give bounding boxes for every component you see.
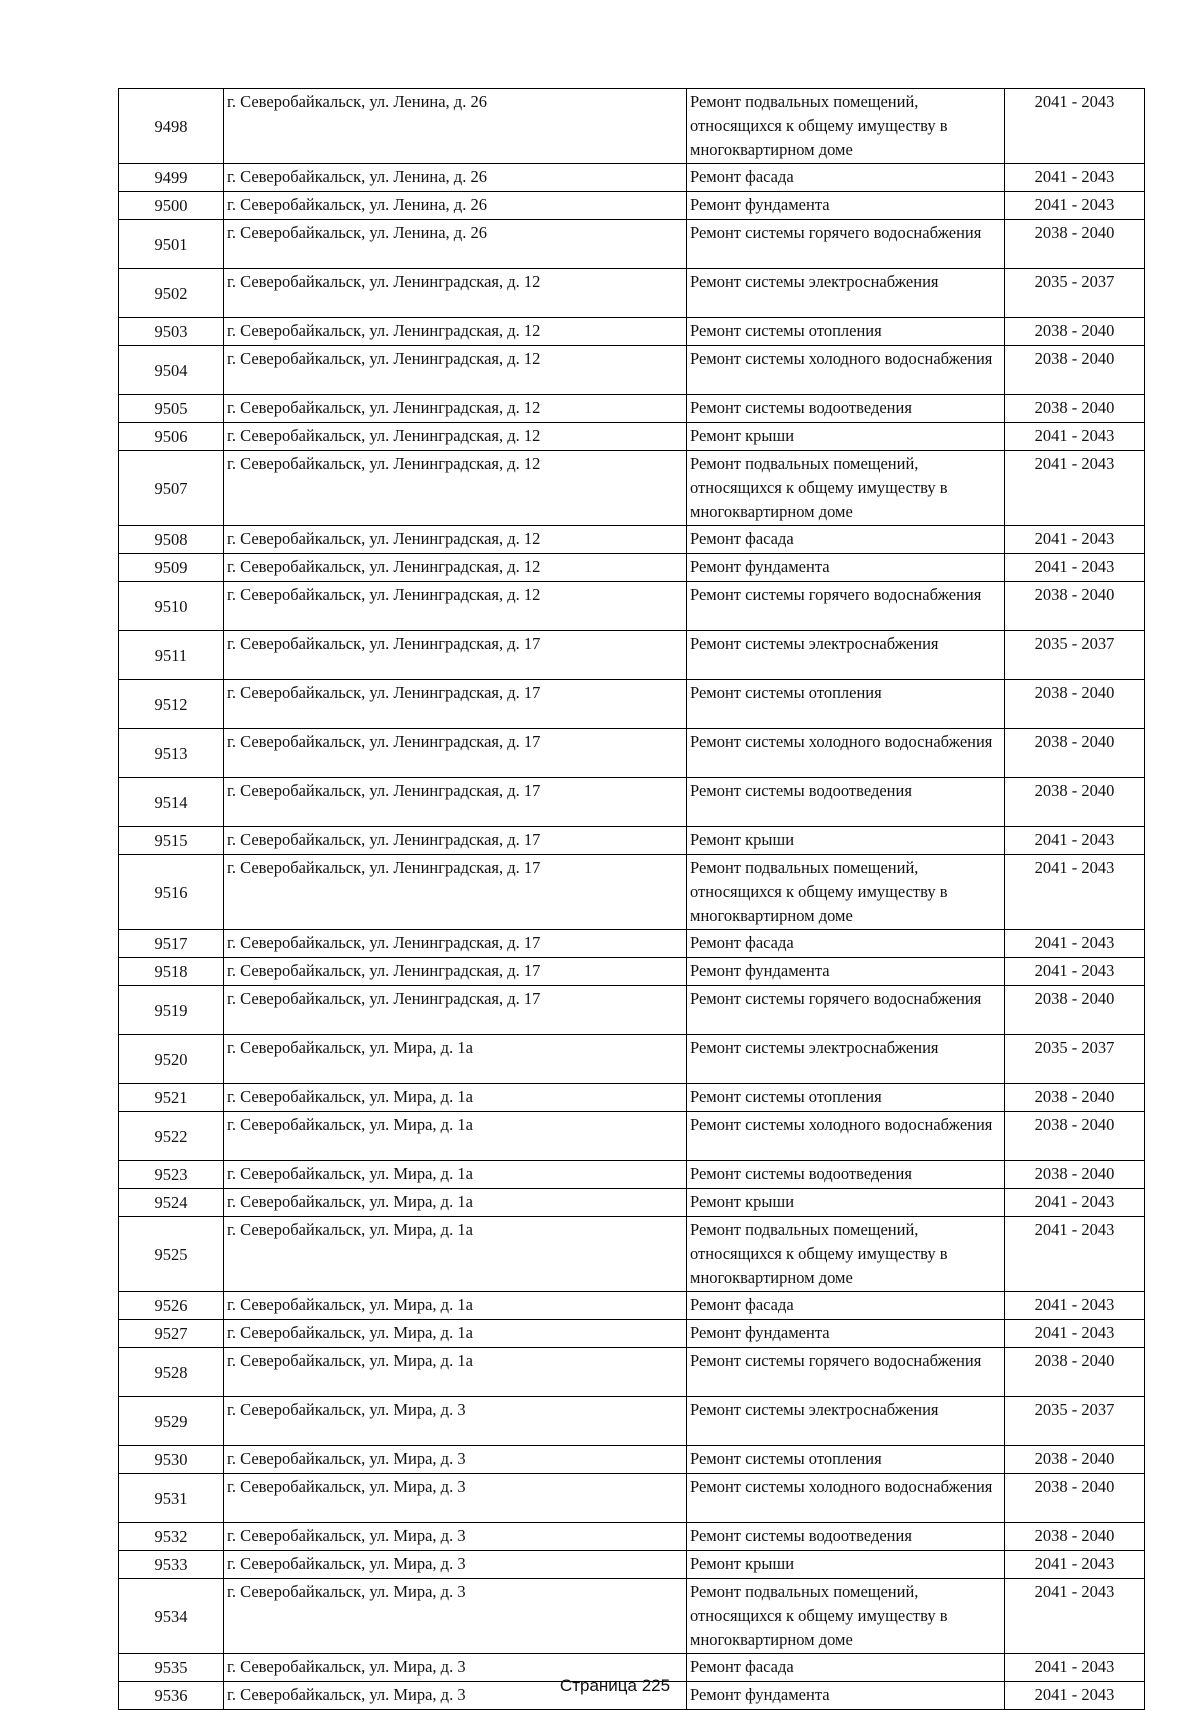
table-row xyxy=(119,855,1145,930)
row-number-cell: 9527 xyxy=(119,1320,224,1348)
row-number-cell: 9502 xyxy=(119,269,224,318)
period-cell: 2041 - 2043 xyxy=(1005,1579,1145,1654)
period-cell: 2038 - 2040 xyxy=(1005,1348,1145,1397)
period-cell: 2038 - 2040 xyxy=(1005,778,1145,827)
row-number-cell: 9503 xyxy=(119,318,224,346)
row-number-cell: 9523 xyxy=(119,1161,224,1189)
table-row xyxy=(119,164,1145,192)
table-row xyxy=(119,1112,1145,1161)
address-cell: г. Северобайкальск, ул. Ленинградская, д. 12 xyxy=(224,423,687,451)
work-type-cell: Ремонт фасада xyxy=(687,930,1005,958)
table-row xyxy=(119,827,1145,855)
row-number-cell: 9525 xyxy=(119,1217,224,1292)
address-cell: г. Северобайкальск, ул. Ленинградская, д. 12 xyxy=(224,269,687,318)
work-type-cell: Ремонт системы водоотведения xyxy=(687,395,1005,423)
address-cell: г. Северобайкальск, ул. Ленинградская, д. 12 xyxy=(224,582,687,631)
row-number-cell: 9534 xyxy=(119,1579,224,1654)
table-body xyxy=(119,89,1145,1710)
table-row xyxy=(119,582,1145,631)
table-row xyxy=(119,1348,1145,1397)
table-row xyxy=(119,269,1145,318)
period-cell: 2041 - 2043 xyxy=(1005,451,1145,526)
work-type-cell: Ремонт фундамента xyxy=(687,554,1005,582)
work-type-cell: Ремонт системы холодного водоснабжения xyxy=(687,729,1005,778)
table-row xyxy=(119,986,1145,1035)
address-cell: г. Северобайкальск, ул. Ленинградская, д. 17 xyxy=(224,680,687,729)
work-type-cell: Ремонт системы отопления xyxy=(687,1446,1005,1474)
work-type-cell: Ремонт системы отопления xyxy=(687,680,1005,729)
work-type-cell: Ремонт фасада xyxy=(687,526,1005,554)
address-cell: г. Северобайкальск, ул. Ленинградская, д. 17 xyxy=(224,958,687,986)
address-cell: г. Северобайкальск, ул. Мира, д. 1а xyxy=(224,1320,687,1348)
period-cell: 2041 - 2043 xyxy=(1005,1654,1145,1682)
row-number-cell: 9505 xyxy=(119,395,224,423)
table-row xyxy=(119,1189,1145,1217)
period-cell: 2038 - 2040 xyxy=(1005,986,1145,1035)
work-type-cell: Ремонт подвальных помещений, относящихся к общему имуществу в многоквартирном доме xyxy=(687,855,1005,930)
period-cell: 2038 - 2040 xyxy=(1005,1084,1145,1112)
table-row xyxy=(119,554,1145,582)
row-number-cell: 9521 xyxy=(119,1084,224,1112)
work-type-cell: Ремонт фундамента xyxy=(687,192,1005,220)
address-cell: г. Северобайкальск, ул. Мира, д. 1а xyxy=(224,1084,687,1112)
table-row xyxy=(119,1579,1145,1654)
work-type-cell: Ремонт системы холодного водоснабжения xyxy=(687,1474,1005,1523)
work-type-cell: Ремонт подвальных помещений, относящихся к общему имуществу в многоквартирном доме xyxy=(687,451,1005,526)
work-type-cell: Ремонт системы водоотведения xyxy=(687,778,1005,827)
work-type-cell: Ремонт системы отопления xyxy=(687,1084,1005,1112)
period-cell: 2038 - 2040 xyxy=(1005,1161,1145,1189)
table-row xyxy=(119,451,1145,526)
work-type-cell: Ремонт системы отопления xyxy=(687,318,1005,346)
address-cell: г. Северобайкальск, ул. Мира, д. 1а xyxy=(224,1112,687,1161)
table-row xyxy=(119,1084,1145,1112)
address-cell: г. Северобайкальск, ул. Ленина, д. 26 xyxy=(224,164,687,192)
row-number-cell: 9504 xyxy=(119,346,224,395)
address-cell: г. Северобайкальск, ул. Ленинградская, д. 12 xyxy=(224,526,687,554)
address-cell: г. Северобайкальск, ул. Мира, д. 1а xyxy=(224,1217,687,1292)
row-number-cell: 9506 xyxy=(119,423,224,451)
table-row xyxy=(119,1523,1145,1551)
address-cell: г. Северобайкальск, ул. Ленинградская, д. 12 xyxy=(224,451,687,526)
work-type-cell: Ремонт системы холодного водоснабжения xyxy=(687,346,1005,395)
address-cell: г. Северобайкальск, ул. Ленинградская, д. 17 xyxy=(224,778,687,827)
period-cell: 2041 - 2043 xyxy=(1005,1682,1145,1710)
work-type-cell: Ремонт системы водоотведения xyxy=(687,1161,1005,1189)
row-number-cell: 9512 xyxy=(119,680,224,729)
row-number-cell: 9524 xyxy=(119,1189,224,1217)
period-cell: 2038 - 2040 xyxy=(1005,1446,1145,1474)
period-cell: 2041 - 2043 xyxy=(1005,827,1145,855)
work-type-cell: Ремонт подвальных помещений, относящихся к общему имуществу в многоквартирном доме xyxy=(687,1217,1005,1292)
table-row xyxy=(119,1474,1145,1523)
address-cell: г. Северобайкальск, ул. Мира, д. 1а xyxy=(224,1161,687,1189)
table-row xyxy=(119,346,1145,395)
table-row xyxy=(119,526,1145,554)
row-number-cell: 9535 xyxy=(119,1654,224,1682)
period-cell: 2038 - 2040 xyxy=(1005,1474,1145,1523)
period-cell: 2041 - 2043 xyxy=(1005,1217,1145,1292)
work-type-cell: Ремонт системы электроснабжения xyxy=(687,1397,1005,1446)
period-cell: 2041 - 2043 xyxy=(1005,192,1145,220)
row-number-cell: 9499 xyxy=(119,164,224,192)
period-cell: 2038 - 2040 xyxy=(1005,582,1145,631)
period-cell: 2041 - 2043 xyxy=(1005,164,1145,192)
table-row xyxy=(119,1446,1145,1474)
work-type-cell: Ремонт фасада xyxy=(687,1654,1005,1682)
period-cell: 2041 - 2043 xyxy=(1005,930,1145,958)
address-cell: г. Северобайкальск, ул. Мира, д. 3 xyxy=(224,1579,687,1654)
period-cell: 2035 - 2037 xyxy=(1005,1397,1145,1446)
table-row xyxy=(119,1320,1145,1348)
address-cell: г. Северобайкальск, ул. Мира, д. 1а xyxy=(224,1035,687,1084)
address-cell: г. Северобайкальск, ул. Ленинградская, д. 17 xyxy=(224,855,687,930)
period-cell: 2041 - 2043 xyxy=(1005,526,1145,554)
address-cell: г. Северобайкальск, ул. Мира, д. 1а xyxy=(224,1189,687,1217)
table-row xyxy=(119,778,1145,827)
period-cell: 2035 - 2037 xyxy=(1005,631,1145,680)
row-number-cell: 9517 xyxy=(119,930,224,958)
period-cell: 2038 - 2040 xyxy=(1005,680,1145,729)
table-row xyxy=(119,423,1145,451)
period-cell: 2038 - 2040 xyxy=(1005,395,1145,423)
row-number-cell: 9529 xyxy=(119,1397,224,1446)
address-cell: г. Северобайкальск, ул. Ленина, д. 26 xyxy=(224,89,687,164)
table-row xyxy=(119,89,1145,164)
address-cell: г. Северобайкальск, ул. Мира, д. 3 xyxy=(224,1397,687,1446)
row-number-cell: 9533 xyxy=(119,1551,224,1579)
address-cell: г. Северобайкальск, ул. Мира, д. 3 xyxy=(224,1682,687,1710)
work-type-cell: Ремонт подвальных помещений, относящихся к общему имуществу в многоквартирном доме xyxy=(687,89,1005,164)
row-number-cell: 9532 xyxy=(119,1523,224,1551)
period-cell: 2041 - 2043 xyxy=(1005,855,1145,930)
work-type-cell: Ремонт фасада xyxy=(687,164,1005,192)
row-number-cell: 9514 xyxy=(119,778,224,827)
address-cell: г. Северобайкальск, ул. Ленинградская, д. 17 xyxy=(224,930,687,958)
address-cell: г. Северобайкальск, ул. Ленинградская, д. 12 xyxy=(224,395,687,423)
address-cell: г. Северобайкальск, ул. Мира, д. 3 xyxy=(224,1523,687,1551)
row-number-cell: 9511 xyxy=(119,631,224,680)
work-type-cell: Ремонт фундамента xyxy=(687,1682,1005,1710)
table-row xyxy=(119,1292,1145,1320)
table-row xyxy=(119,192,1145,220)
work-type-cell: Ремонт системы горячего водоснабжения xyxy=(687,986,1005,1035)
address-cell: г. Северобайкальск, ул. Ленинградская, д. 12 xyxy=(224,318,687,346)
table-row xyxy=(119,631,1145,680)
work-type-cell: Ремонт системы электроснабжения xyxy=(687,1035,1005,1084)
address-cell: г. Северобайкальск, ул. Ленинградская, д. 17 xyxy=(224,631,687,680)
work-type-cell: Ремонт системы горячего водоснабжения xyxy=(687,220,1005,269)
table-row xyxy=(119,220,1145,269)
address-cell: г. Северобайкальск, ул. Мира, д. 1а xyxy=(224,1348,687,1397)
address-cell: г. Северобайкальск, ул. Ленинградская, д. 12 xyxy=(224,346,687,395)
work-type-cell: Ремонт подвальных помещений, относящихся к общему имуществу в многоквартирном доме xyxy=(687,1579,1005,1654)
work-type-cell: Ремонт крыши xyxy=(687,1551,1005,1579)
table-row xyxy=(119,1217,1145,1292)
period-cell: 2041 - 2043 xyxy=(1005,958,1145,986)
table-row xyxy=(119,318,1145,346)
row-number-cell: 9522 xyxy=(119,1112,224,1161)
work-type-cell: Ремонт системы холодного водоснабжения xyxy=(687,1112,1005,1161)
row-number-cell: 9507 xyxy=(119,451,224,526)
period-cell: 2038 - 2040 xyxy=(1005,729,1145,778)
period-cell: 2038 - 2040 xyxy=(1005,220,1145,269)
address-cell: г. Северобайкальск, ул. Ленина, д. 26 xyxy=(224,192,687,220)
table-row xyxy=(119,1397,1145,1446)
table-row xyxy=(119,1035,1145,1084)
address-cell: г. Северобайкальск, ул. Ленинградская, д. 17 xyxy=(224,986,687,1035)
work-type-cell: Ремонт системы водоотведения xyxy=(687,1523,1005,1551)
address-cell: г. Северобайкальск, ул. Ленинградская, д. 17 xyxy=(224,827,687,855)
address-cell: г. Северобайкальск, ул. Мира, д. 3 xyxy=(224,1474,687,1523)
period-cell: 2041 - 2043 xyxy=(1005,1320,1145,1348)
row-number-cell: 9500 xyxy=(119,192,224,220)
address-cell: г. Северобайкальск, ул. Мира, д. 3 xyxy=(224,1654,687,1682)
period-cell: 2038 - 2040 xyxy=(1005,1112,1145,1161)
row-number-cell: 9518 xyxy=(119,958,224,986)
address-cell: г. Северобайкальск, ул. Мира, д. 3 xyxy=(224,1551,687,1579)
row-number-cell: 9513 xyxy=(119,729,224,778)
page-number: Страница 225 xyxy=(559,1676,671,1695)
period-cell: 2038 - 2040 xyxy=(1005,346,1145,395)
period-cell: 2041 - 2043 xyxy=(1005,1292,1145,1320)
table-row xyxy=(119,1161,1145,1189)
address-cell: г. Северобайкальск, ул. Мира, д. 1а xyxy=(224,1292,687,1320)
table-row xyxy=(119,930,1145,958)
row-number-cell: 9526 xyxy=(119,1292,224,1320)
work-type-cell: Ремонт фундамента xyxy=(687,1320,1005,1348)
row-number-cell: 9508 xyxy=(119,526,224,554)
row-number-cell: 9536 xyxy=(119,1682,224,1710)
period-cell: 2035 - 2037 xyxy=(1005,1035,1145,1084)
row-number-cell: 9530 xyxy=(119,1446,224,1474)
work-type-cell: Ремонт крыши xyxy=(687,827,1005,855)
row-number-cell: 9520 xyxy=(119,1035,224,1084)
address-cell: г. Северобайкальск, ул. Ленинградская, д. 17 xyxy=(224,729,687,778)
period-cell: 2041 - 2043 xyxy=(1005,423,1145,451)
work-type-cell: Ремонт системы электроснабжения xyxy=(687,269,1005,318)
row-number-cell: 9509 xyxy=(119,554,224,582)
table-row xyxy=(119,395,1145,423)
table-row xyxy=(119,958,1145,986)
row-number-cell: 9519 xyxy=(119,986,224,1035)
row-number-cell: 9501 xyxy=(119,220,224,269)
work-type-cell: Ремонт крыши xyxy=(687,423,1005,451)
table-row xyxy=(119,680,1145,729)
row-number-cell: 9515 xyxy=(119,827,224,855)
period-cell: 2038 - 2040 xyxy=(1005,318,1145,346)
row-number-cell: 9498 xyxy=(119,89,224,164)
address-cell: г. Северобайкальск, ул. Ленина, д. 26 xyxy=(224,220,687,269)
period-cell: 2041 - 2043 xyxy=(1005,1189,1145,1217)
table-row xyxy=(119,729,1145,778)
period-cell: 2041 - 2043 xyxy=(1005,1551,1145,1579)
work-type-cell: Ремонт системы горячего водоснабжения xyxy=(687,582,1005,631)
row-number-cell: 9516 xyxy=(119,855,224,930)
row-number-cell: 9510 xyxy=(119,582,224,631)
address-cell: г. Северобайкальск, ул. Ленинградская, д. 12 xyxy=(224,554,687,582)
table-row xyxy=(119,1551,1145,1579)
work-type-cell: Ремонт системы горячего водоснабжения xyxy=(687,1348,1005,1397)
period-cell: 2041 - 2043 xyxy=(1005,89,1145,164)
work-type-cell: Ремонт фасада xyxy=(687,1292,1005,1320)
work-type-cell: Ремонт фундамента xyxy=(687,958,1005,986)
period-cell: 2041 - 2043 xyxy=(1005,554,1145,582)
row-number-cell: 9531 xyxy=(119,1474,224,1523)
address-cell: г. Северобайкальск, ул. Мира, д. 3 xyxy=(224,1446,687,1474)
repair-schedule-table xyxy=(118,88,1145,1710)
row-number-cell: 9528 xyxy=(119,1348,224,1397)
period-cell: 2035 - 2037 xyxy=(1005,269,1145,318)
work-type-cell: Ремонт крыши xyxy=(687,1189,1005,1217)
period-cell: 2038 - 2040 xyxy=(1005,1523,1145,1551)
work-type-cell: Ремонт системы электроснабжения xyxy=(687,631,1005,680)
